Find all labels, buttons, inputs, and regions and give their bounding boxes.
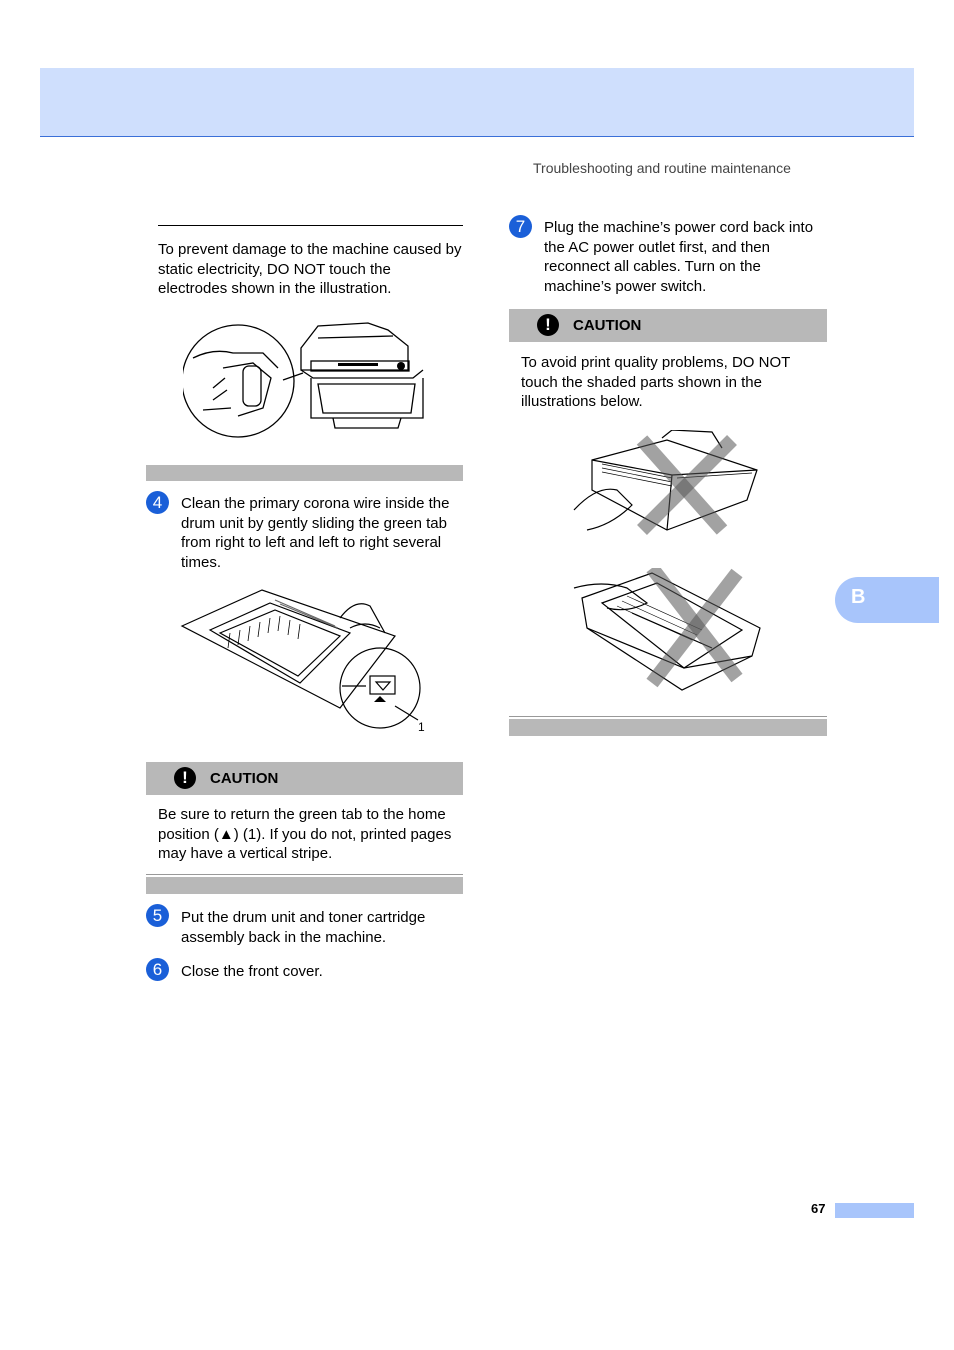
step-7-text: Plug the machine’s power cord back into the AC power outlet first, and then reconnect all cables. Turn on the machine’s power switch. [544, 219, 814, 295]
caution-exclamation-icon: ! [537, 314, 559, 336]
step-4-text: Clean the primary corona wire inside the drum unit by gently sliding the green tab from right to left and left to right several times. [181, 495, 450, 571]
step-5-badge: 5 [146, 904, 169, 927]
step-4-badge: 4 [146, 491, 169, 514]
header-band [40, 68, 914, 137]
appendix-tab-label: B [851, 586, 866, 608]
appendix-b-tab [835, 577, 939, 623]
electrodes-illustration [183, 318, 428, 442]
caution-label-1: CAUTION [210, 770, 279, 787]
caution-exclamation-icon: ! [174, 767, 196, 789]
caution-2-end-bar [509, 719, 827, 736]
running-head: Troubleshooting and routine maintenance [533, 160, 791, 176]
caution-end-rule [146, 874, 463, 875]
caution-box-2 [509, 309, 827, 342]
drum-unit-illustration [572, 568, 767, 693]
note-text: To prevent damage to the machine caused by static electricity, DO NOT touch the electrodes shown in the illustration. [158, 241, 462, 297]
section-divider-bar [146, 465, 463, 481]
toner-cartridge-illustration [572, 430, 767, 540]
caution-text-1: Be sure to return the green tab to the home position (▲) (1). If you do not, printed pages may have a vertical stripe. [158, 806, 452, 862]
caution-box-1 [146, 762, 463, 795]
caution-end-bar [146, 877, 463, 894]
page-number: 67 [811, 1201, 826, 1216]
corona-wire-illustration [180, 588, 430, 738]
caution-label-2: CAUTION [573, 317, 642, 334]
step-7-badge: 7 [509, 215, 532, 238]
callout-label-1: 1 [418, 720, 425, 734]
step-6-badge: 6 [146, 958, 169, 981]
caution-2-end-rule [509, 716, 827, 717]
step-5-text: Put the drum unit and toner cartridge assembly back in the machine. [181, 909, 426, 946]
caution-text-2: To avoid print quality problems, DO NOT touch the shaded parts shown in the illustrations below. [521, 354, 790, 410]
step-6-text: Close the front cover. [181, 963, 323, 980]
page-number-bar [835, 1203, 914, 1218]
note-top-rule [158, 225, 463, 226]
